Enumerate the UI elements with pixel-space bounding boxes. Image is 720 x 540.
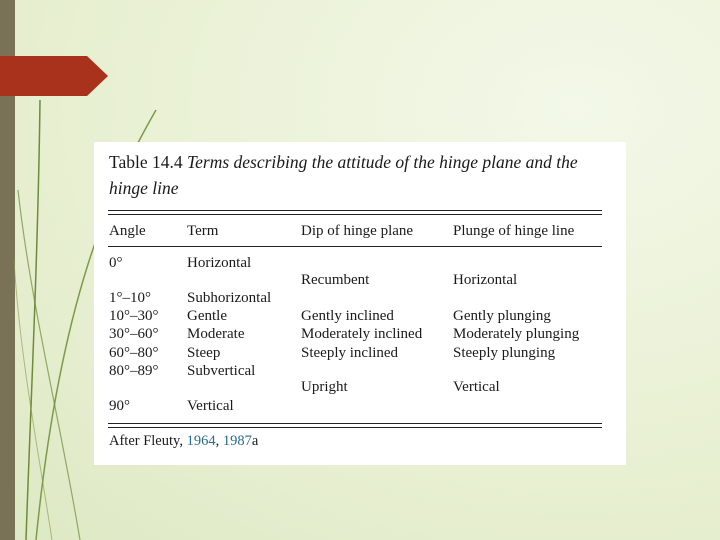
header-dip: Dip of hinge plane <box>301 223 414 239</box>
dip-cell: Moderately inclined <box>301 326 423 342</box>
term-cell: Subvertical <box>187 363 256 379</box>
angle-cell: 10°–30° <box>109 308 159 324</box>
top-rule <box>108 210 602 211</box>
angle-cell: 80°–89° <box>109 363 159 379</box>
angle-cell: 0° <box>109 255 123 271</box>
plunge-cell: Horizontal <box>453 272 518 288</box>
bottom-rule <box>108 423 602 424</box>
header-angle: Angle <box>109 223 146 239</box>
plunge-cell: Moderately plunging <box>453 326 580 342</box>
angle-cell: 60°–80° <box>109 345 159 361</box>
caption-title: Terms describing the attitude of the hinge plane and the hinge line <box>109 152 578 198</box>
header-plunge: Plunge of hinge line <box>453 223 575 239</box>
term-cell: Subhorizontal <box>187 290 272 306</box>
reference-link-1964[interactable]: 1964 <box>186 433 216 449</box>
plunge-cell: Gently plunging <box>453 308 551 324</box>
term-cell: Steep <box>187 345 221 361</box>
dip-cell: Steeply inclined <box>301 345 399 361</box>
angle-cell: 1°–10° <box>109 290 151 306</box>
footnote-separator: , <box>215 433 223 449</box>
dip-cell: Gently inclined <box>301 308 394 324</box>
footnote-suffix: a <box>251 433 259 449</box>
table-caption <box>109 149 609 201</box>
terms-table <box>94 142 626 465</box>
footnote-prefix: After Fleuty, <box>109 433 187 449</box>
term-cell: Vertical <box>187 398 234 414</box>
reference-link-1987[interactable]: 1987 <box>222 433 252 449</box>
header-term: Term <box>187 223 219 239</box>
plunge-cell: Steeply plunging <box>453 345 556 361</box>
term-cell: Moderate <box>187 326 245 342</box>
term-cell: Gentle <box>187 308 227 324</box>
top-rule-2 <box>108 214 602 215</box>
plunge-cell: Vertical <box>453 379 500 395</box>
table-footnote <box>109 433 258 450</box>
angle-cell: 90° <box>109 398 130 414</box>
bottom-rule-2 <box>108 427 602 428</box>
header-rule <box>108 246 602 247</box>
angle-cell: 30°–60° <box>109 326 159 342</box>
term-cell: Horizontal <box>187 255 252 271</box>
dip-cell: Upright <box>301 379 348 395</box>
dip-cell: Recumbent <box>301 272 370 288</box>
caption-number: Table 14.4 <box>109 152 183 172</box>
